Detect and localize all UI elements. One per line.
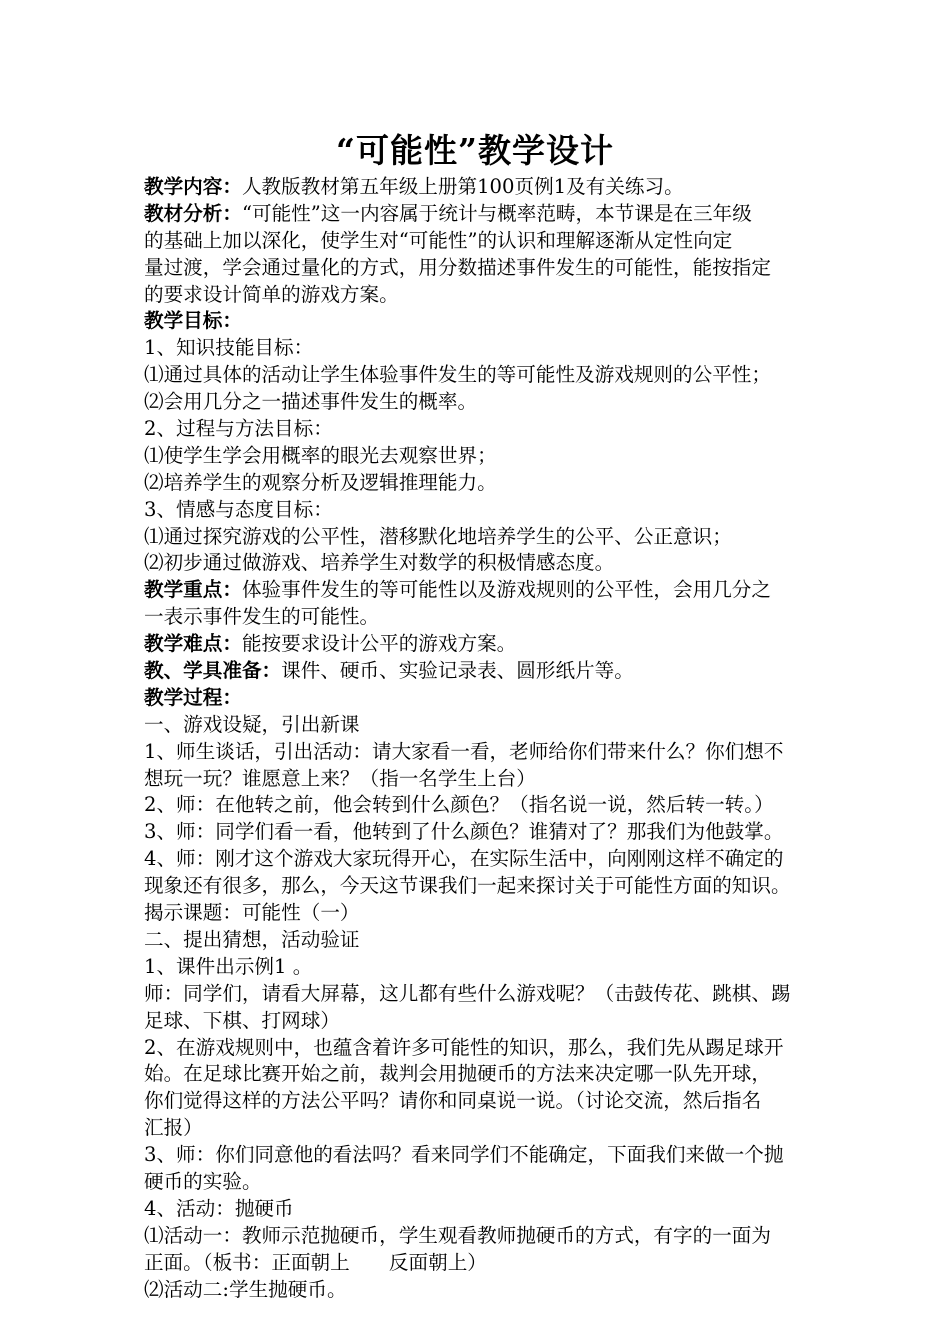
section-label: 教学目标： [144, 309, 242, 333]
line-text: 人教版教材第五年级上册第100页例1及有关练习。 [241, 175, 684, 198]
text-line [144, 550, 860, 577]
line-text: 3、师：你们同意他的看法吗？看来同学们不能确定，下面我们来做一个抛 [144, 1143, 784, 1167]
line-text: ⑴通过探究游戏的公平性，潜移默化地培养学生的公平、公正意识； [144, 524, 732, 548]
text-line [144, 846, 860, 873]
text-line [144, 174, 860, 201]
line-text: 体验事件发生的等可能性以及游戏规则的公平性，会用几分之 [241, 578, 771, 602]
text-line [144, 1277, 860, 1304]
line-text: 4、活动：抛硬币 [144, 1196, 294, 1220]
text-line [144, 1061, 860, 1088]
line-text: 4、师：刚才这个游戏大家玩得开心，在实际生活中，向刚刚这样不确定的 [144, 847, 784, 871]
text-line [144, 792, 860, 819]
text-line [144, 1223, 860, 1250]
line-text: ⑵初步通过做游戏、培养学生对数学的积极情感态度。 [144, 551, 615, 575]
document-body [144, 174, 860, 1303]
text-line [144, 524, 860, 551]
text-line [144, 1196, 860, 1223]
line-text: 想玩一玩？谁愿意上来？（指一名学生上台） [144, 766, 536, 790]
line-text: 一表示事件发生的可能性。 [144, 605, 380, 629]
line-text: 师：同学们，请看大屏幕，这儿都有些什么游戏呢？（击鼓传花、跳棋、踢 [144, 981, 791, 1005]
text-line [144, 1115, 860, 1142]
text-line [144, 362, 860, 389]
text-line [144, 873, 860, 900]
line-text: 3、情感与态度目标： [144, 497, 333, 521]
line-text: 2、师：在他转之前，他会转到什么颜色？（指名说一说，然后转一转。） [144, 793, 774, 817]
document-title: “可能性”教学设计 [336, 131, 614, 170]
section-label: 教材分析： [144, 201, 242, 225]
text-line [144, 927, 860, 954]
line-text: 足球、下棋、打网球） [144, 1008, 340, 1032]
text-line [144, 1088, 860, 1115]
text-line [144, 1250, 860, 1277]
section-label: 教、学具准备： [144, 659, 282, 683]
line-text: 2、在游戏规则中，也蕴含着许多可能性的知识，那么，我们先从踢足球开 [144, 1035, 784, 1059]
section-label: 教学内容： [144, 175, 242, 198]
section-label: 教学重点： [144, 578, 242, 602]
line-text: 你们觉得这样的方法公平吗？请你和同桌说一说。（讨论交流，然后指名 [144, 1089, 762, 1113]
text-line [144, 631, 860, 658]
text-line [144, 981, 860, 1008]
text-line [144, 739, 860, 766]
line-text: ⑴通过具体的活动让学生体验事件发生的等可能性及游戏规则的公平性； [144, 363, 771, 387]
line-text: 2、过程与方法目标： [144, 417, 333, 441]
line-text: 现象还有很多，那么，今天这节课我们一起来探讨关于可能性方面的知识。 [144, 874, 791, 898]
text-line [144, 712, 860, 739]
line-text: “可能性”这一内容属于统计与概率范畴，本节课是在三年级 [241, 201, 752, 225]
text-line [144, 577, 860, 604]
line-text: 正面。（板书：正面朝上 反面朝上） [144, 1250, 487, 1274]
text-line [144, 658, 860, 685]
line-text: 课件、硬币、实验记录表、圆形纸片等。 [281, 659, 634, 683]
line-text: 的基础上加以深化，使学生对“可能性”的认识和理解逐渐从定性向定 [144, 228, 733, 252]
text-line [144, 335, 860, 362]
text-line [144, 1142, 860, 1169]
text-line [144, 443, 860, 470]
line-text: 量过渡，学会通过量化的方式，用分数描述事件发生的可能性，能按指定 [144, 255, 771, 279]
text-line [144, 954, 860, 981]
line-text: 1、师生谈话，引出活动：请大家看一看，老师给你们带来什么？你们想不 [144, 739, 784, 763]
text-line [144, 819, 860, 846]
line-text: ⑵活动二:学生抛硬币。 [144, 1277, 347, 1301]
text-line [144, 255, 860, 282]
line-text: 始。在足球比赛开始之前，裁判会用抛硬币的方法来决定哪一队先开球， [144, 1062, 771, 1086]
text-line [144, 201, 860, 228]
line-text: 能按要求设计公平的游戏方案。 [241, 632, 517, 656]
line-text: 1、课件出示例1 。 [144, 954, 313, 978]
text-line [144, 685, 860, 712]
line-text: ⑴活动一：教师示范抛硬币，学生观看教师抛硬币的方式，有字的一面为 [144, 1223, 771, 1247]
line-text: 1、知识技能目标： [144, 336, 314, 360]
line-text: 3、师：同学们看一看，他转到了什么颜色？谁猜对了？那我们为他鼓掌。 [144, 820, 784, 844]
text-line [144, 1169, 860, 1196]
line-text: 一、游戏设疑，引出新课 [144, 712, 360, 736]
text-line [144, 1035, 860, 1062]
text-line [144, 308, 860, 335]
line-text: 二、提出猜想，活动验证 [144, 927, 360, 951]
section-label: 教学难点： [144, 632, 242, 656]
line-text: 揭示课题：可能性（一） [144, 901, 360, 925]
text-line [144, 282, 860, 309]
section-label: 教学过程： [144, 685, 242, 709]
text-line [144, 900, 860, 927]
line-text: ⑵会用几分之一描述事件发生的概率。 [144, 390, 478, 414]
text-line [144, 389, 860, 416]
text-line [144, 497, 860, 524]
text-line [144, 228, 860, 255]
text-line [144, 416, 860, 443]
line-text: ⑵培养学生的观察分析及逻辑推理能力。 [144, 470, 497, 494]
line-text: ⑴使学生学会用概率的眼光去观察世界； [144, 443, 497, 467]
line-text: 汇报） [144, 1116, 203, 1140]
line-text: 的要求设计简单的游戏方案。 [144, 282, 399, 306]
text-line [144, 470, 860, 497]
text-line [144, 1008, 860, 1035]
text-line [144, 604, 860, 631]
text-line [144, 766, 860, 793]
line-text: 硬币的实验。 [144, 1169, 262, 1193]
